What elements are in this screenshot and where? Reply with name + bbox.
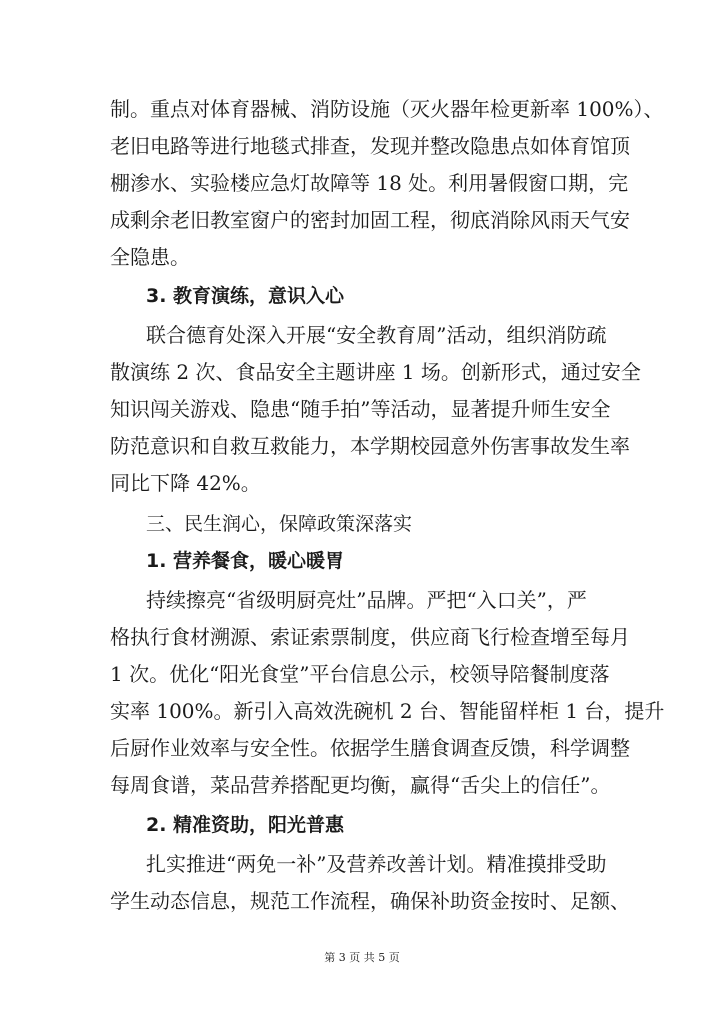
- chapter-heading: 三、民生润心，保障政策深落实: [146, 513, 413, 535]
- page-number-footer: 第 3 页 共 5 页: [324, 951, 400, 964]
- section-heading: 3. 教育演练，意识入心: [146, 285, 345, 307]
- paragraph-line: 散演练 2 次、食品安全主题讲座 1 场。创新形式，通过安全: [110, 360, 641, 384]
- paragraph-line: 防范意识和自救互救能力，本学期校园意外伤害事故发生率: [110, 434, 630, 458]
- paragraph-line: 制。重点对体育器械、消防设施（灭火器年检更新率 100%）、: [110, 97, 664, 121]
- paragraph-line: 格执行食材溯源、索证索票制度，供应商飞行检查增至每月: [110, 625, 630, 649]
- paragraph-line: 1 次。优化“阳光食堂”平台信息公示，校领导陪餐制度落: [110, 662, 610, 686]
- paragraph-line: 扎实推进“两免一补”及营养改善计划。精准摸排受助: [146, 852, 607, 876]
- paragraph-line: 学生动态信息，规范工作流程，确保补助资金按时、足额、: [110, 889, 630, 913]
- paragraph-line: 知识闯关游戏、隐患“随手拍”等活动，显著提升师生安全: [110, 397, 611, 421]
- paragraph-line: 棚渗水、实验楼应急灯故障等 18 处。利用暑假窗口期，完: [110, 171, 629, 195]
- paragraph-line: 老旧电路等进行地毯式排查，发现并整改隐患点如体育馆顶: [110, 134, 630, 158]
- paragraph-line: 每周食谱，菜品营养搭配更均衡，赢得“舌尖上的信任”。: [110, 773, 611, 797]
- paragraph-line: 成剩余老旧教室窗户的密封加固工程，彻底消除风雨天气安: [110, 208, 630, 232]
- paragraph-line: 实率 100%。新引入高效洗碗机 2 台、智能留样柜 1 台，提升: [110, 699, 665, 723]
- section-heading: 1. 营养餐食，暖心暖胃: [146, 550, 345, 572]
- paragraph-line: 持续擦亮“省级明厨亮灶”品牌。严把“入口关”，严: [146, 588, 587, 612]
- paragraph-line: 同比下降 42%。: [110, 471, 261, 495]
- section-heading: 2. 精准资助，阳光普惠: [146, 814, 345, 836]
- paragraph-line: 联合德育处深入开展“安全教育周”活动，组织消防疏: [146, 323, 607, 347]
- paragraph-line: 全隐患。: [110, 245, 190, 269]
- paragraph-line: 后厨作业效率与安全性。依据学生膳食调查反馈，科学调整: [110, 736, 630, 760]
